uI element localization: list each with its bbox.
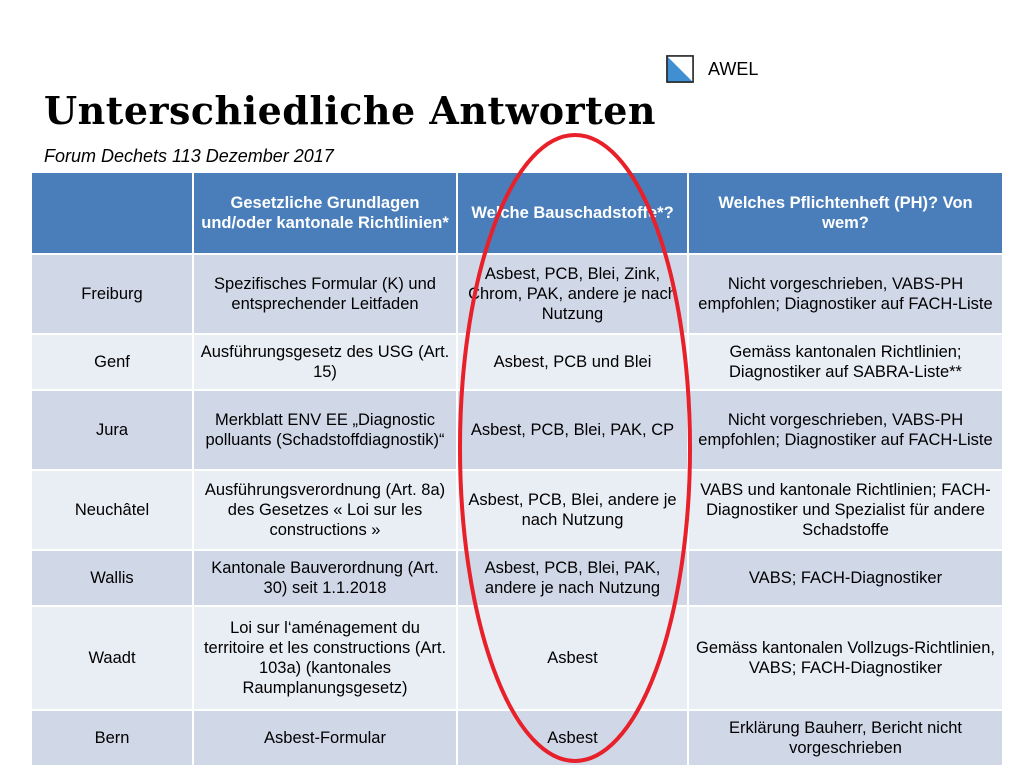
cell-pollutants: Asbest, PCB, Blei, PAK, andere je nach Nutzung [457,550,688,606]
cell-pollutants: Asbest [457,606,688,710]
cell-canton: Waadt [31,606,193,710]
header-canton [31,172,193,254]
cell-legal-basis: Spezifisches Formular (K) und entsprechender Leitfaden [193,254,457,334]
page-title: Unterschiedliche Antworten [44,88,657,133]
cell-legal-basis: Kantonale Bauverordnung (Art. 30) seit 1.1.2018 [193,550,457,606]
header-specification: Welches Pflichtenheft (PH)? Von wem? [688,172,1003,254]
highlight-oval [455,131,695,765]
cell-specification: VABS; FACH-Diagnostiker [688,550,1003,606]
header-pollutants: Welche Bauschadstoffe*? [457,172,688,254]
cell-canton: Neuchâtel [31,470,193,550]
cell-legal-basis: Ausführungsverordnung (Art. 8a) des Gesetzes « Loi sur les constructions » [193,470,457,550]
cell-specification: VABS und kantonale Richtlinien; FACH-Diagnostiker und Spezialist für andere Schadstoffe [688,470,1003,550]
cell-legal-basis: Asbest-Formular [193,710,457,766]
cell-canton: Jura [31,390,193,470]
page-subtitle: Forum Dechets 113 Dezember 2017 [44,146,334,166]
cell-specification: Gemäss kantonalen Richtlinien; Diagnostiker auf SABRA-Liste** [688,334,1003,390]
cell-pollutants: Asbest, PCB, Blei, PAK, CP [457,390,688,470]
cell-pollutants: Asbest, PCB und Blei [457,334,688,390]
cell-pollutants: Asbest [457,710,688,766]
cell-canton: Bern [31,710,193,766]
cell-specification: Nicht vorgeschrieben, VABS-PH empfohlen; Diagnostiker auf FACH-Liste [688,390,1003,470]
cell-specification: Gemäss kantonalen Vollzugs-Richtlinien, VABS; FACH-Diagnostiker [688,606,1003,710]
cell-pollutants: Asbest, PCB, Blei, Zink, Chrom, PAK, andere je nach Nutzung [457,254,688,334]
logo-text: AWEL [708,58,759,79]
cell-specification: Nicht vorgeschrieben, VABS-PH empfohlen; Diagnostiker auf FACH-Liste [688,254,1003,334]
cell-specification: Erklärung Bauherr, Bericht nicht vorgeschrieben [688,710,1003,766]
cell-canton: Wallis [31,550,193,606]
cell-canton: Genf [31,334,193,390]
header-legal-basis: Gesetzliche Grundlagen und/oder kantonale Richtlinien* [193,172,457,254]
cell-pollutants: Asbest, PCB, Blei, andere je nach Nutzung [457,470,688,550]
cell-legal-basis: Ausführungsgesetz des USG (Art. 15) [193,334,457,390]
awel-logo [666,55,758,83]
cell-canton: Freiburg [31,254,193,334]
cell-legal-basis: Merkblatt ENV EE „Diagnostic polluants (Schadstoffdiagnostik)“ [193,390,457,470]
highlight-oval-shape [460,135,690,761]
cell-legal-basis: Loi sur l‘aménagement du territoire et les constructions (Art. 103a) (kantonales Raumplanungsgesetz) [193,606,457,710]
zurich-coat-of-arms-icon [666,55,694,83]
